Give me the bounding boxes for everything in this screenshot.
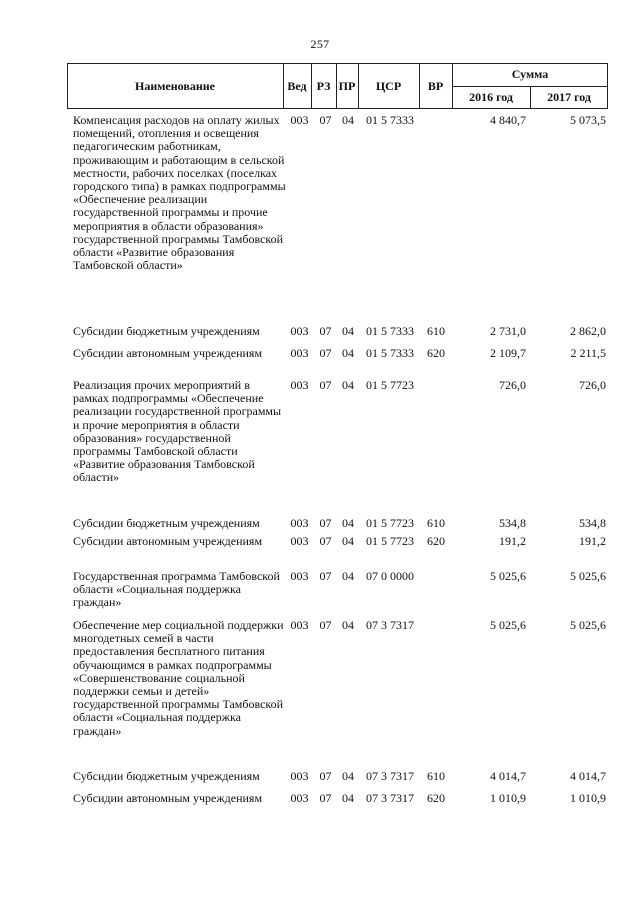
row-sum-2017: 5 025,6 <box>570 618 606 632</box>
row-name: Субсидии автономным учреждениям <box>73 791 263 805</box>
row-ved: 003 <box>290 378 309 392</box>
row-pr: 04 <box>342 618 354 632</box>
header-pr: ПР <box>338 78 356 93</box>
row-csr: 07 3 7317 <box>366 618 414 632</box>
row-sum-2017: 5 073,5 <box>570 113 606 127</box>
row-sum-2016: 4 840,7 <box>490 113 526 127</box>
row-name: Реализация прочих мероприятий в рамках подпрограммы «Обеспечение реализации государственной программы и прочие мероприятия в области образования» государственной программы Тамбовской области «Развитие образования Тамбовской области» <box>73 378 282 485</box>
row-sum-2017: 2 211,5 <box>570 346 606 360</box>
row-pr: 04 <box>342 378 354 392</box>
row-pr: 04 <box>342 346 354 360</box>
header-rz: РЗ <box>316 78 331 93</box>
row-sum-2017: 726,0 <box>579 378 606 392</box>
header-csr: ЦСР <box>375 78 402 93</box>
row-name: Компенсация расходов на оплату жилых помещений, отопления и освещения педагогическим работникам, проживающим и работающим в сельской местности, рабочих поселках (поселках городского типа) в рамках подпрограммы «Обеспечение реализации государственной программы и прочие мероприятия в области образования» государственной программы Тамбовской области «Развитие образования Тамбовской области» <box>73 113 286 273</box>
row-sum-2017: 534,8 <box>579 516 606 530</box>
row-vr: 620 <box>427 346 445 360</box>
row-rz: 07 <box>319 378 332 392</box>
row-sum-2016: 2 731,0 <box>490 324 526 338</box>
header-vr: ВР <box>427 78 444 93</box>
row-pr: 04 <box>342 791 354 805</box>
row-csr: 01 5 7723 <box>366 378 414 392</box>
row-csr: 01 5 7333 <box>366 346 414 360</box>
row-csr: 01 5 7723 <box>366 534 414 548</box>
row-csr: 07 3 7317 <box>366 791 414 805</box>
row-sum-2017: 5 025,6 <box>570 569 606 583</box>
row-sum-2017: 191,2 <box>579 534 606 548</box>
row-csr: 01 5 7333 <box>366 324 414 338</box>
row-ved: 003 <box>290 324 309 338</box>
row-sum-2016: 726,0 <box>499 378 526 392</box>
row-vr: 620 <box>427 534 445 548</box>
row-csr: 07 0 0000 <box>366 569 414 583</box>
row-vr: 620 <box>427 791 445 805</box>
row-pr: 04 <box>342 113 354 127</box>
row-rz: 07 <box>319 769 332 783</box>
row-name: Обеспечение мер социальной поддержки многодетных семей в части предоставления бесплатного питания обучающимся в рамках подпрограммы «Совершенствование социальной поддержки семьи и детей» государственной программы Тамбовской области «Социальная поддержка граждан» <box>73 618 284 738</box>
row-name: Субсидии автономным учреждениям <box>73 534 263 548</box>
row-sum-2017: 4 014,7 <box>570 769 606 783</box>
row-sum-2017: 2 862,0 <box>570 324 606 338</box>
page-number: 257 <box>310 37 330 51</box>
row-sum-2016: 4 014,7 <box>490 769 526 783</box>
row-sum-2016: 1 010,9 <box>490 791 526 805</box>
row-rz: 07 <box>319 534 332 548</box>
row-rz: 07 <box>319 346 332 360</box>
row-csr: 07 3 7317 <box>366 769 414 783</box>
row-name: Субсидии бюджетным учреждениям <box>73 324 260 338</box>
row-pr: 04 <box>342 324 354 338</box>
row-ved: 003 <box>290 534 309 548</box>
row-csr: 01 5 7723 <box>366 516 414 530</box>
row-ved: 003 <box>290 569 309 583</box>
row-rz: 07 <box>319 791 332 805</box>
row-ved: 003 <box>290 346 309 360</box>
row-ved: 003 <box>290 516 309 530</box>
row-pr: 04 <box>342 534 354 548</box>
row-pr: 04 <box>342 769 354 783</box>
row-rz: 07 <box>319 569 332 583</box>
row-sum-2016: 534,8 <box>499 516 526 530</box>
row-rz: 07 <box>319 324 332 338</box>
row-rz: 07 <box>319 113 332 127</box>
row-vr: 610 <box>427 769 445 783</box>
row-pr: 04 <box>342 569 354 583</box>
row-csr: 01 5 7333 <box>366 113 414 127</box>
row-sum-2016: 5 025,6 <box>490 618 526 632</box>
header-year-2016: 2016 год <box>469 90 513 104</box>
row-ved: 003 <box>290 769 309 783</box>
row-pr: 04 <box>342 516 354 530</box>
row-rz: 07 <box>319 618 332 632</box>
row-ved: 003 <box>290 618 309 632</box>
row-name: Субсидии бюджетным учреждениям <box>73 769 260 783</box>
row-rz: 07 <box>319 516 332 530</box>
row-name: Субсидии автономным учреждениям <box>73 346 263 360</box>
row-sum-2016: 5 025,6 <box>490 569 526 583</box>
row-sum-2016: 191,2 <box>499 534 526 548</box>
row-vr: 610 <box>427 516 445 530</box>
header-ved: Вед <box>287 78 307 93</box>
header-year-2017: 2017 год <box>547 90 591 104</box>
row-ved: 003 <box>290 791 309 805</box>
row-sum-2016: 2 109,7 <box>490 346 526 360</box>
row-name: Государственная программа Тамбовской области «Социальная поддержка граждан» <box>73 569 280 610</box>
table-header <box>67 63 608 109</box>
row-ved: 003 <box>290 113 309 127</box>
header-sum: Сумма <box>511 67 549 81</box>
row-vr: 610 <box>427 324 445 338</box>
header-name: Наименование <box>135 78 215 93</box>
row-sum-2017: 1 010,9 <box>570 791 606 805</box>
row-name: Субсидии бюджетным учреждениям <box>73 516 260 530</box>
